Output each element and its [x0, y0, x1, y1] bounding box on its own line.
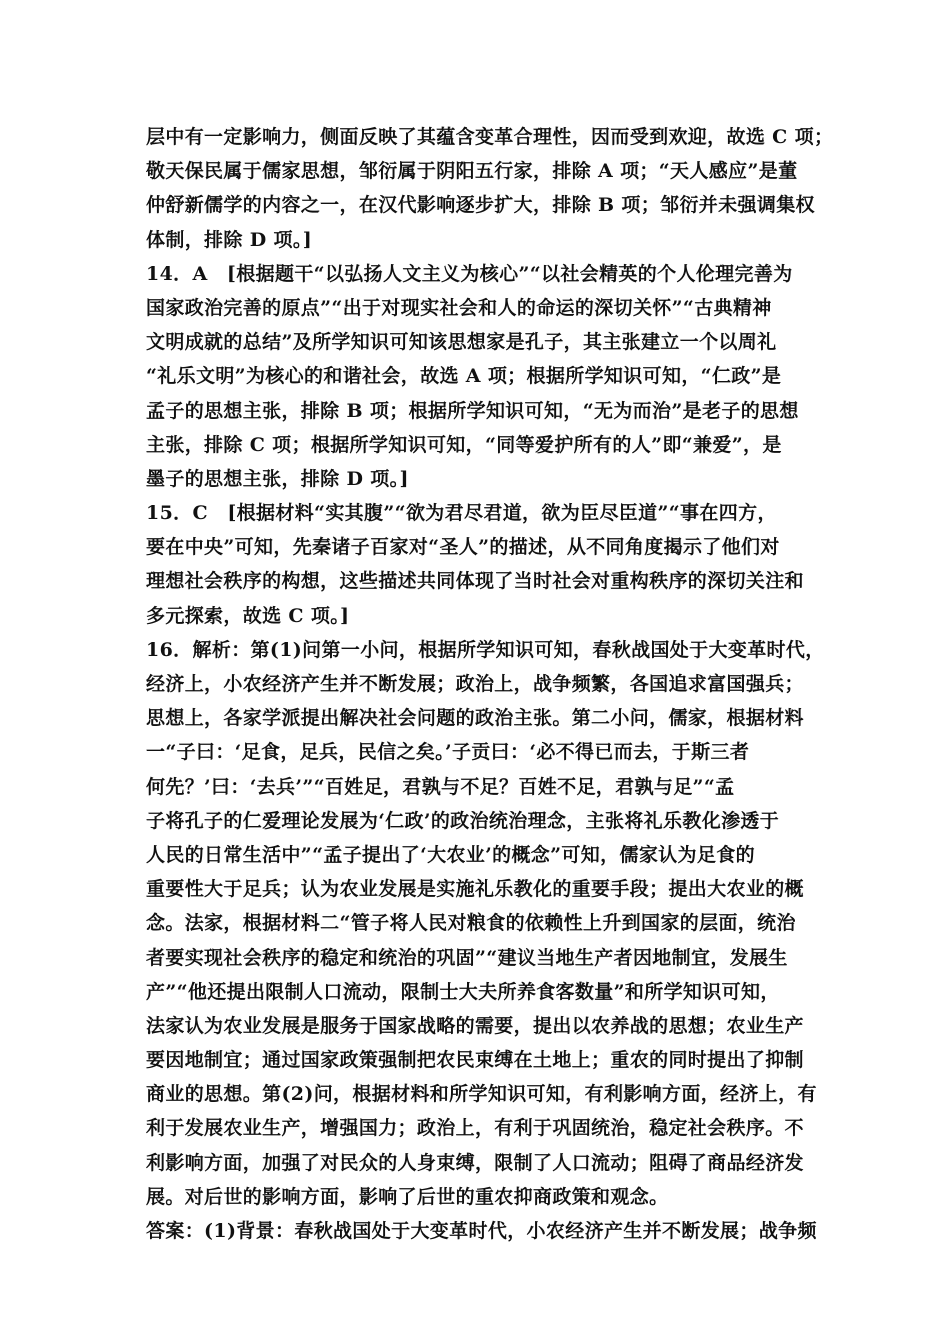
text-line: 产”“他还提出限制人口流动，限制士大夫所养食客数量”和所学知识可知，: [146, 980, 780, 1003]
text-line: 要在中央”可知，先秦诸子百家对“圣人”的描述，从不同角度揭示了他们对: [146, 536, 780, 559]
question-14-line: 14．A [根据题干“以弘扬人文主义为核心”“以社会精英的个人伦理完善为: [146, 262, 793, 285]
text-line: 层中有一定影响力，侧面反映了其蕴含变革合理性，因而受到欢迎，故选 C 项；: [146, 126, 834, 148]
answer-line: 答案：(1)背景：春秋战国处于大变革时代，小农经济产生并不断发展；战争频: [146, 1220, 817, 1242]
text-line: 国家政治完善的原点”“出于对现实社会和人的命运的深切关怀”“古典精神: [146, 296, 772, 319]
text-line: 法家认为农业发展是服务于国家战略的需要，提出以农养战的思想；农业生产: [146, 1014, 804, 1037]
question-15-line: 15．C [根据材料“实其腹”“欲为君尽君道，欲为臣尽臣道”“事在四方，: [146, 502, 777, 525]
answer-text-block: [146, 120, 846, 1248]
text-line: 人民的日常生活中”“孟子提出了‘大农业’的概念”可知，儒家认为足食的: [146, 843, 755, 866]
text-line: 商业的思想。第(2)问，根据材料和所学知识可知，有利影响方面，经济上，有: [146, 1083, 817, 1106]
text-line: 利影响方面，加强了对民众的人身束缚，限制了人口流动；阻碍了商品经济发: [146, 1151, 804, 1174]
text-line: 要因地制宜；通过国家政策强制把农民束缚在土地上；重农的同时提出了抑制: [146, 1049, 804, 1072]
text-line: 重要性大于足兵；认为农业发展是实施礼乐教化的重要手段；提出大农业的概: [146, 878, 804, 901]
text-line: 思想上，各家学派提出解决社会问题的政治主张。第二小问，儒家，根据材料: [146, 707, 804, 730]
text-line: 念。法家，根据材料二“管子将人民对粮食的依赖性上升到国家的层面，统治: [146, 912, 796, 935]
text-line: 孟子的思想主张，排除 B 项；根据所学知识可知，“无为而治”是老子的思想: [146, 399, 799, 422]
question-16-line: 16．解析：第(1)问第一小问，根据所学知识可知，春秋战国处于大变革时代，: [146, 638, 825, 661]
text-line: 主张，排除 C 项；根据所学知识可知，“同等爱护所有的人”即“兼爱”，是: [146, 433, 782, 456]
text-line: 理想社会秩序的构想，这些描述共同体现了当时社会对重构秩序的深切关注和: [146, 570, 804, 593]
text-line: 体制，排除 D 项。]: [146, 228, 313, 251]
text-line: 展。对后世的影响方面，影响了后世的重农抑商政策和观念。: [146, 1185, 669, 1208]
text-line: 一“子曰：‘足食，足兵，民信之矣。’子贡曰：‘必不得已而去，于斯三者: [146, 741, 750, 764]
text-line: 墨子的思想主张，排除 D 项。]: [146, 467, 409, 490]
text-line: 利于发展农业生产，增强国力；政治上，有利于巩固统治，稳定社会秩序。不: [146, 1117, 804, 1140]
text-line: 子将孔子的仁爱理论发展为‘仁政’的政治统治理念，主张将礼乐教化渗透于: [146, 809, 780, 832]
text-line: “礼乐文明”为核心的和谐社会，故选 A 项；根据所学知识可知，“仁政”是: [146, 365, 782, 388]
text-line: 敬天保民属于儒家思想，邹衍属于阴阳五行家，排除 A 项；“天人感应”是董: [146, 160, 798, 183]
text-line: 多元探索，故选 C 项。]: [146, 604, 350, 627]
text-line: 仲舒新儒学的内容之一，在汉代影响逐步扩大，排除 B 项；邹衍并未强调集权: [146, 194, 815, 217]
text-line: 经济上，小农经济产生并不断发展；政治上，战争频繁，各国追求富国强兵；: [146, 673, 804, 695]
text-line: 者要实现社会秩序的稳定和统治的巩固”“建议当地生产者因地制宜，发展生: [146, 946, 788, 969]
text-line: 何先？’曰：‘去兵’”“百姓足，君孰与不足？百姓不足，君孰与足”“孟: [146, 775, 735, 798]
text-line: 文明成就的总结”及所学知识可知该思想家是孔子，其主张建立一个以周礼: [146, 331, 777, 354]
